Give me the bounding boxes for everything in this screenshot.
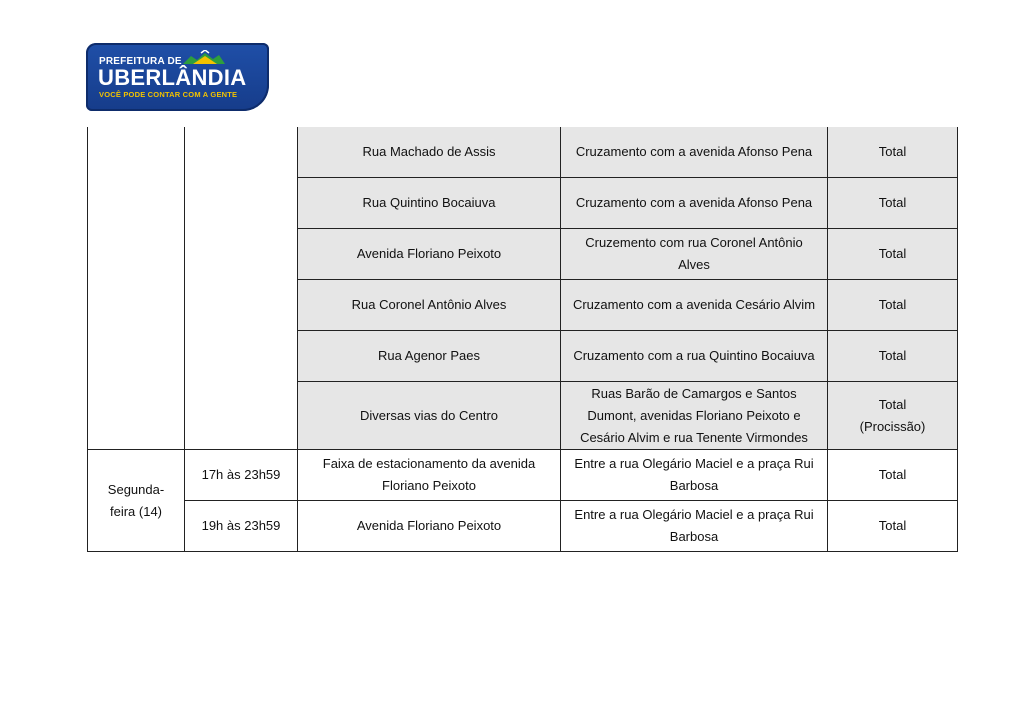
dia-cell: Segunda-feira (14) xyxy=(88,450,185,552)
logo-slogan: VOCÊ PODE CONTAR COM A GENTE xyxy=(99,90,238,99)
via-cell: Rua Quintino Bocaiuva xyxy=(298,178,561,229)
bloqueio-cell: Total xyxy=(828,127,958,178)
via-cell: Avenida Floriano Peixoto xyxy=(298,229,561,280)
logo-line-prefeitura: PREFEITURA DE xyxy=(99,56,182,67)
bloqueio-cell: Total xyxy=(828,178,958,229)
bloqueio-cell: Total xyxy=(828,501,958,552)
trecho-cell: Cruzemento com rua Coronel Antônio Alves xyxy=(561,229,828,280)
via-cell: Faixa de estacionamento da avenida Floriano Peixoto xyxy=(298,450,561,501)
trecho-cell: Entre a rua Olegário Maciel e a praça Rui Barbosa xyxy=(561,501,828,552)
trecho-cell: Cruzamento com a avenida Cesário Alvim xyxy=(561,280,828,331)
city-emblem-icon xyxy=(181,50,227,66)
via-cell: Rua Coronel Antônio Alves xyxy=(298,280,561,331)
bloqueio-cell: Total xyxy=(828,280,958,331)
horario-cell: 19h às 23h59 xyxy=(185,501,298,552)
via-cell: Rua Machado de Assis xyxy=(298,127,561,178)
table-row xyxy=(88,501,958,552)
table-row xyxy=(88,127,958,178)
horario-cell-continued xyxy=(185,127,298,450)
via-cell: Avenida Floriano Peixoto xyxy=(298,501,561,552)
bloqueio-cell: Total xyxy=(828,450,958,501)
dia-cell-continued xyxy=(88,127,185,450)
trecho-cell: Cruzamento com a avenida Afonso Pena xyxy=(561,127,828,178)
trecho-cell: Ruas Barão de Camargos e Santos Dumont, avenidas Floriano Peixoto e Cesário Alvim e rua Tenente Virmondes xyxy=(561,382,828,450)
horario-cell: 17h às 23h59 xyxy=(185,450,298,501)
prefeitura-logo xyxy=(86,43,269,111)
via-cell: Diversas vias do Centro xyxy=(298,382,561,450)
bloqueio-cell: Total xyxy=(828,331,958,382)
trecho-cell: Cruzamento com a avenida Afonso Pena xyxy=(561,178,828,229)
bloqueio-cell: Total (Procissão) xyxy=(828,382,958,450)
logo-line-uberlandia: UBERLÂNDIA xyxy=(98,65,247,90)
table-row xyxy=(88,450,958,501)
bloqueio-cell: Total xyxy=(828,229,958,280)
road-closures-table xyxy=(87,127,958,552)
trecho-cell: Entre a rua Olegário Maciel e a praça Rui Barbosa xyxy=(561,450,828,501)
via-cell: Rua Agenor Paes xyxy=(298,331,561,382)
trecho-cell: Cruzamento com a rua Quintino Bocaiuva xyxy=(561,331,828,382)
